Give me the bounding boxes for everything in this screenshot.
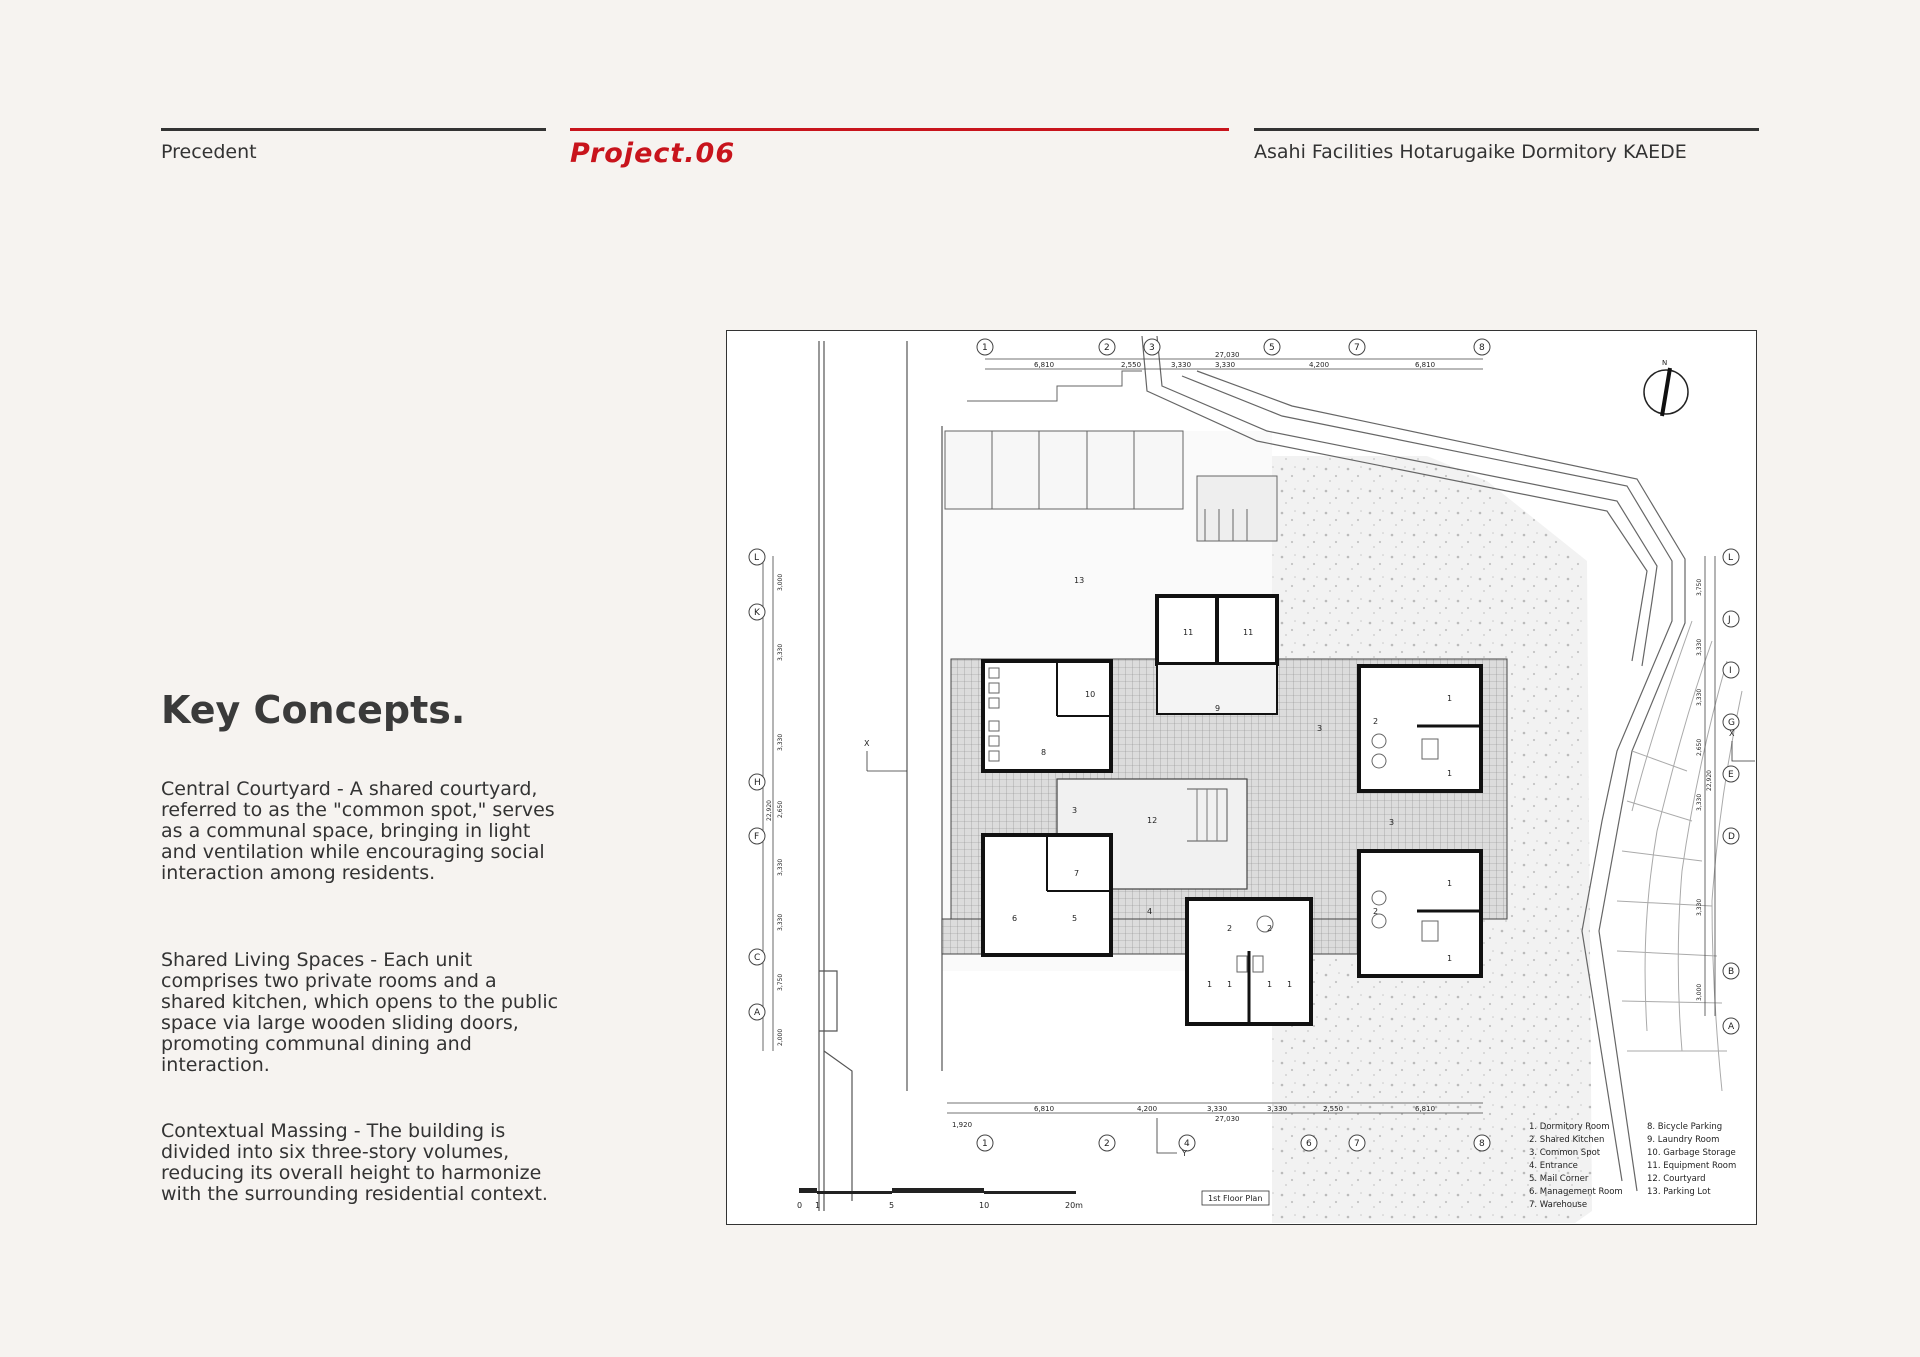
grid-bottom-1: 1 [982, 1139, 988, 1149]
dim-bottom-3: 3,330 [1207, 1105, 1228, 1113]
dim-left-3: 2,650 [777, 800, 784, 818]
grid-top-5: 5 [1269, 343, 1275, 353]
dim-bottom-4: 3,330 [1267, 1105, 1288, 1113]
grid-top-8: 8 [1479, 343, 1485, 353]
west-boundary [819, 341, 942, 1211]
north-arrow-icon [1644, 359, 1688, 416]
grid-left-F: F [754, 832, 760, 842]
room-3c: 3 [1389, 818, 1395, 827]
dim-left-7: 2,000 [777, 1028, 784, 1046]
section-label: Precedent [161, 141, 257, 163]
dim-right-5: 3,330 [1696, 898, 1703, 916]
scale-label-0: 0 [797, 1201, 803, 1210]
grid-top-2: 2 [1104, 343, 1110, 353]
scale-label-1: 1 [815, 1201, 821, 1210]
hillside-terraces [1617, 621, 1742, 1091]
legend-item-7: 7. Warehouse [1529, 1200, 1588, 1210]
room-1f: 1 [1447, 954, 1453, 963]
dim-bottom-1: 6,810 [1034, 1105, 1055, 1113]
dim-right-3: 2,650 [1696, 738, 1703, 756]
legend-item-12: 12. Courtyard [1647, 1174, 1706, 1184]
grid-top [977, 339, 1490, 369]
dim-right-0: 3,750 [1696, 578, 1703, 596]
grid-right-J: J [1728, 615, 1731, 625]
grid-right-A: A [1728, 1022, 1735, 1032]
concept-contextual-massing: Contextual Massing - The building is divided into six three-story volumes, reducing its overall height to harmonize with the surrounding residential context. [161, 1120, 548, 1205]
grid-bottom-7: 7 [1354, 1139, 1360, 1149]
grid-right-L: L [1728, 553, 1734, 563]
dim-right-total: 22,920 [1706, 770, 1713, 791]
legend-item-6: 6. Management Room [1529, 1187, 1623, 1197]
dim-left-total: 22,920 [766, 800, 773, 821]
room-1a: 1 [1207, 980, 1213, 989]
legend-item-3: 3. Common Spot [1529, 1148, 1601, 1158]
dim-right-6: 3,000 [1696, 983, 1703, 1001]
legend [1529, 1122, 1736, 1210]
plan-title: 1st Floor Plan [1208, 1194, 1263, 1203]
dim-bottom-2: 4,200 [1137, 1105, 1158, 1113]
grid-top-7: 7 [1354, 343, 1360, 353]
legend-item-1: 1. Dormitory Room [1529, 1122, 1610, 1132]
room-9: 9 [1215, 704, 1221, 713]
dim-top-2: 3,330 [1171, 361, 1192, 369]
dim-top-1: 2,550 [1121, 361, 1142, 369]
dim-top-total: 27,030 [1215, 351, 1240, 359]
concept-shared-living: Shared Living Spaces - Each unit comprises two private rooms and a shared kitchen, which opens to the public space via large wooden sliding doors, promoting communal dining and interaction. [161, 949, 559, 1076]
grid-right-I: I [1729, 666, 1732, 676]
legend-item-4: 4. Entrance [1529, 1161, 1578, 1171]
room-2d: 2 [1227, 924, 1233, 933]
north-label: N [1662, 359, 1668, 367]
dim-bottom-6: 6,810 [1415, 1105, 1436, 1113]
header-rule-center [570, 128, 1229, 131]
room-2a: 2 [1373, 717, 1379, 726]
scale-label-10: 10 [979, 1201, 990, 1210]
room-5: 5 [1072, 914, 1078, 923]
room-1h: 1 [1267, 980, 1273, 989]
axis-y-bottom: Y [1182, 1149, 1187, 1158]
project-name: Asahi Facilities Hotarugaike Dormitory KAEDE [1254, 141, 1687, 163]
grid-right-G: G [1728, 718, 1735, 728]
room-2b: 2 [1373, 907, 1379, 916]
dim-left-6: 3,750 [777, 973, 784, 991]
room-12: 12 [1147, 816, 1158, 825]
header-rule-left [161, 128, 546, 131]
scale-label-5: 5 [889, 1201, 895, 1210]
room-8: 8 [1041, 748, 1047, 757]
page-title: Key Concepts. [161, 688, 466, 732]
dim-top-4: 4,200 [1309, 361, 1330, 369]
legend-item-10: 10. Garbage Storage [1647, 1148, 1736, 1158]
grid-bottom-2: 2 [1104, 1139, 1110, 1149]
grid-right-D: D [1728, 832, 1735, 842]
dim-left-1: 3,330 [777, 643, 784, 661]
room-1g: 1 [1227, 980, 1233, 989]
room-1c: 1 [1447, 694, 1453, 703]
dim-left-4: 3,330 [777, 858, 784, 876]
grid-right-E: E [1728, 770, 1734, 780]
axis-x-right: X [1729, 729, 1735, 738]
grid-right-B: B [1728, 967, 1735, 977]
grid-left-L: L [754, 553, 760, 563]
scale-bar [797, 1188, 1083, 1210]
room-2c: 2 [1267, 924, 1273, 933]
grid-left-K: K [754, 608, 760, 618]
legend-item-13: 13. Parking Lot [1647, 1187, 1711, 1197]
dim-left-5: 3,330 [777, 913, 784, 931]
header-rule-right [1254, 128, 1759, 131]
grid-bottom-8: 8 [1479, 1139, 1485, 1149]
legend-item-5: 5. Mail Corner [1529, 1174, 1589, 1184]
project-brand: Project.06 [570, 138, 736, 169]
grid-left-C: C [754, 953, 761, 963]
grid-bottom-6: 6 [1306, 1139, 1312, 1149]
room-1b: 1 [1287, 980, 1293, 989]
room-3b: 3 [1072, 806, 1078, 815]
room-11b: 11 [1243, 628, 1254, 637]
room-1e: 1 [1447, 879, 1453, 888]
plan-title-box [1202, 1191, 1269, 1205]
dim-top-0: 6,810 [1034, 361, 1055, 369]
grid-left-A: A [754, 1008, 761, 1018]
dim-right-2: 3,330 [1696, 688, 1703, 706]
grid-top-3: 3 [1149, 343, 1155, 353]
axis-x-left: X [864, 739, 870, 748]
dim-top-3: 3,330 [1215, 361, 1236, 369]
room-7: 7 [1074, 869, 1080, 878]
dim-left-0: 3,000 [777, 573, 784, 591]
room-10: 10 [1085, 690, 1096, 699]
dim-right-1: 3,330 [1696, 638, 1703, 656]
dim-right-4: 3,330 [1696, 793, 1703, 811]
dim-bottom-0: 1,920 [952, 1121, 973, 1129]
room-6: 6 [1012, 914, 1018, 923]
legend-item-2: 2. Shared Kitchen [1529, 1135, 1605, 1145]
grid-bottom-4: 4 [1184, 1139, 1190, 1149]
grid-right [1696, 549, 1739, 1034]
dim-bottom-5: 2,550 [1323, 1105, 1344, 1113]
scale-label-20: 20m [1065, 1201, 1083, 1210]
room-4: 4 [1147, 907, 1153, 916]
dim-left-2: 3,330 [777, 733, 784, 751]
concept-central-courtyard: Central Courtyard - A shared courtyard, referred to as the "common spot," serves as a communal space, bringing in light and ventilation while encouraging social interaction among residents. [161, 778, 555, 884]
legend-item-8: 8. Bicycle Parking [1647, 1122, 1723, 1132]
legend-item-11: 11. Equipment Room [1647, 1161, 1737, 1171]
floor-plan-drawing [726, 330, 1757, 1225]
dim-top-5: 6,810 [1415, 361, 1436, 369]
room-1d: 1 [1447, 769, 1453, 778]
floor-plan-svg [727, 331, 1755, 1223]
grid-top-1: 1 [982, 343, 988, 353]
dim-bottom-total: 27,030 [1215, 1115, 1240, 1123]
room-11a: 11 [1183, 628, 1194, 637]
legend-item-9: 9. Laundry Room [1647, 1135, 1720, 1145]
room-3a: 3 [1317, 724, 1323, 733]
room-13: 13 [1074, 576, 1085, 585]
grid-left [749, 549, 784, 1051]
grid-left-H: H [754, 778, 761, 788]
